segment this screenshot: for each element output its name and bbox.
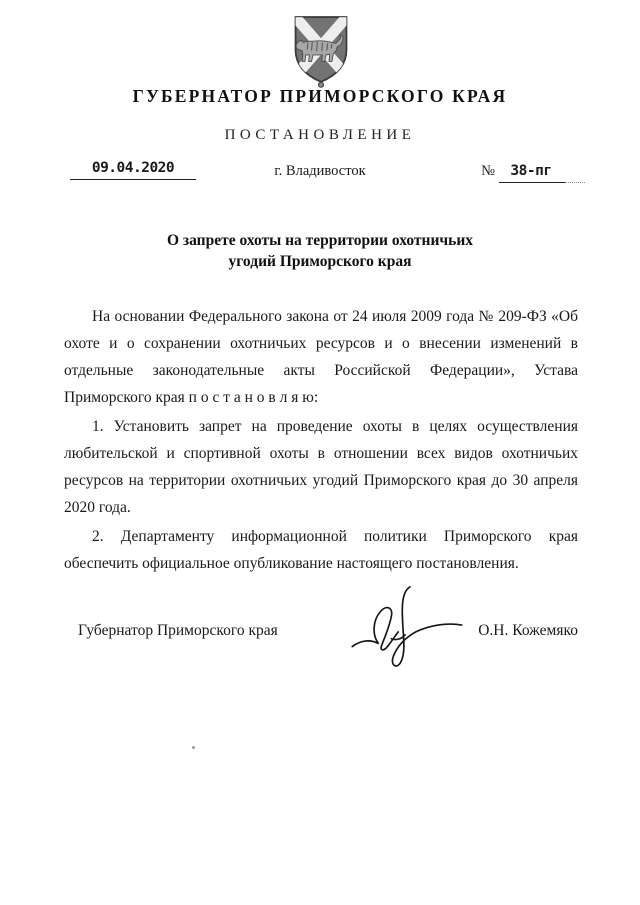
clause-1-paragraph: 1. Установить запрет на проведение охоты в целях осуществления любительской и спортивной охоты в отношении всех видов охотничьих ресурсов на территории охотничьих угодий Приморского края до 30 апреля 2020 года.: [64, 418, 578, 516]
number-field: 38-пг: [499, 163, 565, 183]
doc-type-title: ПОСТАНОВЛЕНИЕ: [224, 127, 416, 143]
clause-2-paragraph: 2. Департаменту информационной политики Приморского края обеспечить официальное опубликование настоящего постановления.: [64, 528, 578, 572]
handwritten-signature-icon: [348, 584, 466, 672]
signatory-name: О.Н. Кожемяко: [478, 622, 578, 639]
signatory-post-label: Губернатор Приморского края: [78, 622, 278, 639]
number-block: [481, 162, 585, 183]
coat-of-arms-icon: [283, 12, 359, 92]
date-field: 09.04.2020: [70, 160, 196, 180]
number-sign: №: [481, 163, 495, 179]
document-body: [64, 303, 578, 579]
document-title: [0, 231, 640, 272]
org-title: ГУБЕРНАТОР ПРИМОРСКОГО КРАЯ: [132, 86, 508, 106]
document-title-line1: О запрете охоты на территории охотничьих: [166, 232, 474, 249]
preamble-paragraph: На основании Федерального закона от 24 июля 2009 года № 209-ФЗ «Об охоте и о сохранении охотничьих ресурсов и о внесении изменений в отдельные законодательные акты Российской Федерации», Устава Приморского края п о с т а н о в л я ю:: [64, 308, 578, 406]
place-label: г. Владивосток: [274, 163, 366, 179]
document-title-line2: угодий Приморского края: [228, 252, 412, 270]
meta-row: [0, 160, 640, 186]
number-dotted-line: [565, 163, 585, 183]
scan-artifact-dot: [192, 746, 195, 749]
